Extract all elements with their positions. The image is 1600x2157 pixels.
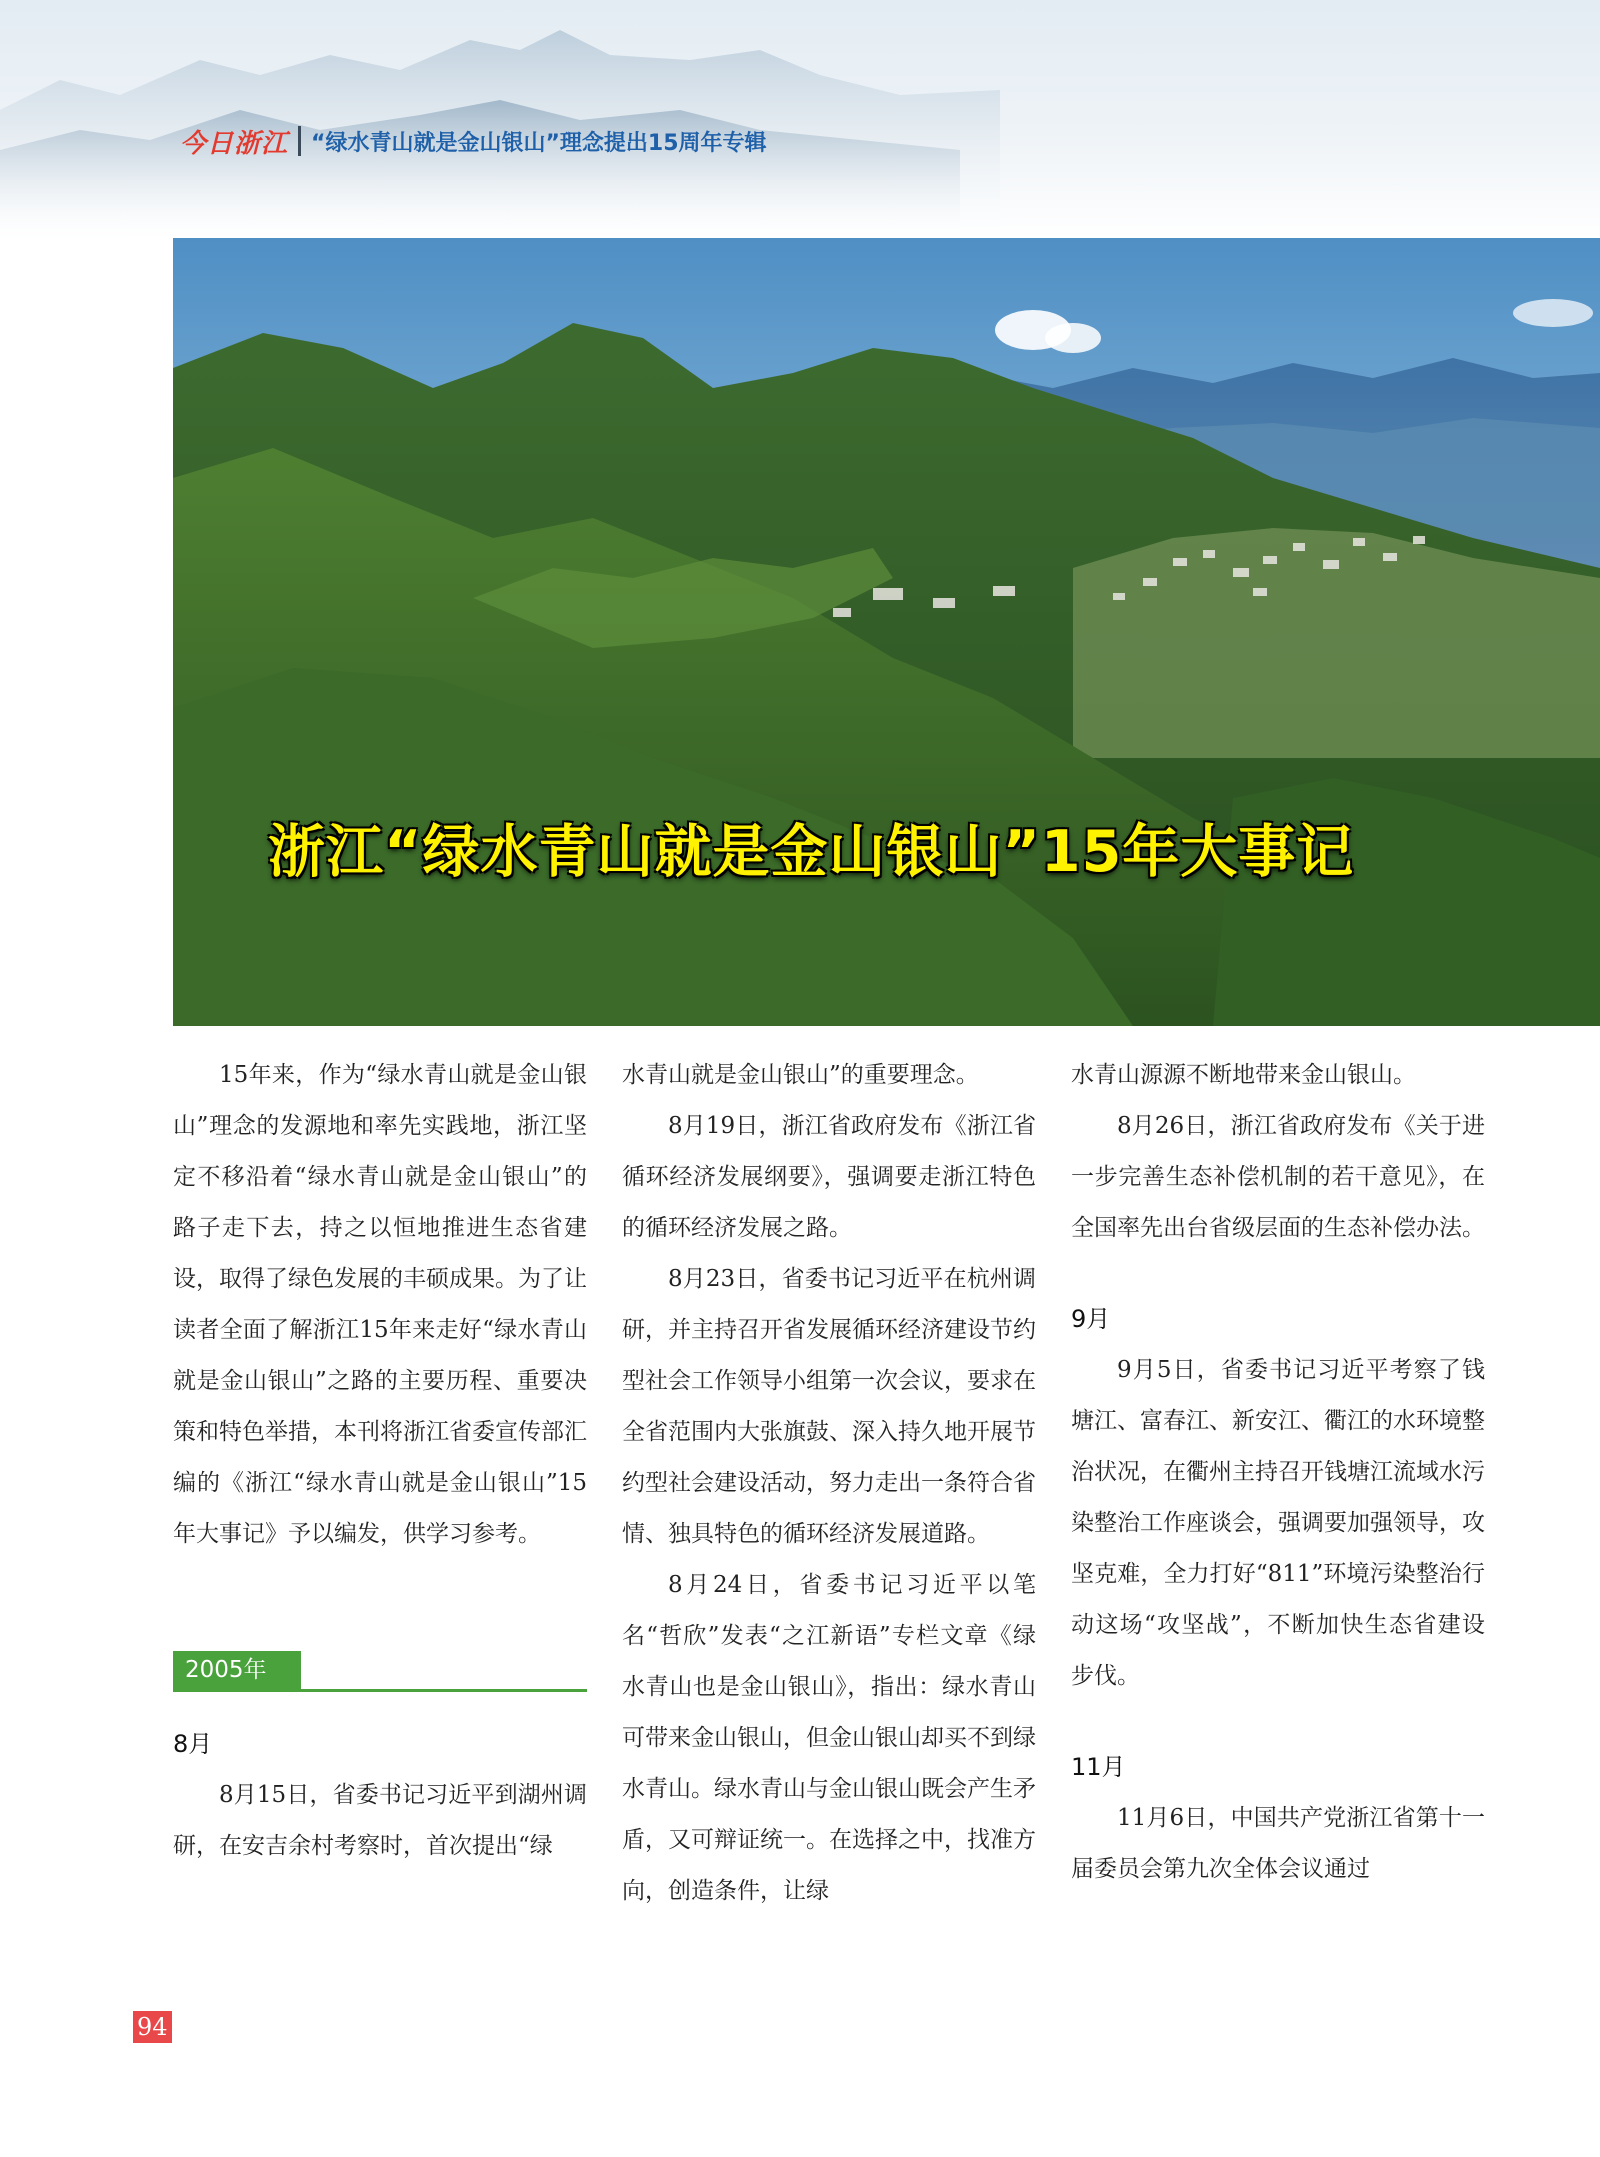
month-heading: 8月 [173,1730,213,1758]
event-paragraph: 9月5日，省委书记习近平考察了钱塘江、富春江、新安江、衢江的水环境整治状况，在衢州主持召开钱塘江流域水污染整治工作座谈会，强调要加强领导，攻坚克难，全力打好“811”环境污染整治行动这场“攻坚战”，不断加快生态省建设步伐。 [1071,1357,1485,1689]
event-paragraph: 8月26日，浙江省政府发布《关于进一步完善生态补偿机制的若干意见》，在全国率先出台省级层面的生态补偿办法。 [1071,1113,1485,1241]
header-band [0,0,1600,240]
year-label: 2005年 [173,1651,301,1689]
column-1 [173,1050,587,1872]
landscape-illustration [173,238,1600,1026]
event-paragraph: 11月6日，中国共产党浙江省第十一届委员会第九次全体会议通过 [1071,1805,1485,1882]
intro-paragraph: 15年来，作为“绿水青山就是金山银山”理念的发源地和率先实践地，浙江坚定不移沿着“绿水青山就是金山银山”的路子走下去，持之以恒地推进生态省建设，取得了绿色发展的丰硕成果。为了让读者全面了解浙江15年来走好“绿水青山就是金山银山”之路的主要历程、重要决策和特色举措，本刊将浙江省委宣传部汇编的《浙江“绿水青山就是金山银山”15年大事记》予以编发，供学习参考。 [173,1062,587,1547]
event-paragraph: 8月19日，浙江省政府发布《浙江省循环经济发展纲要》，强调要走浙江特色的循环经济发展之路。 [622,1113,1036,1241]
masthead-divider [298,126,301,156]
event-paragraph: 水青山源源不断地带来金山银山。 [1071,1062,1416,1088]
mountain-silhouette [0,0,1600,240]
event-paragraph: 水青山就是金山银山”的重要理念。 [622,1062,979,1088]
column-3 [1071,1050,1485,1895]
article-headline: 浙江“绿水青山就是金山银山”15年大事记 [268,819,1355,885]
year-heading [173,1651,587,1689]
magazine-logo: 今日浙江 [180,128,289,159]
column-2 [622,1050,1036,1917]
month-heading: 9月 [1071,1305,1111,1333]
page-number: 94 [133,2011,172,2043]
column-spacer [173,1560,587,1611]
series-title: “绿水青山就是金山银山”理念提出15周年专辑 [311,130,767,156]
event-paragraph: 8月15日，省委书记习近平到湖州调研，在安吉余村考察时，首次提出“绿 [173,1782,587,1859]
month-heading: 11月 [1071,1753,1126,1781]
hero-photo [173,238,1600,1026]
event-paragraph: 8月23日，省委书记习近平在杭州调研，并主持召开省发展循环经济建设节约型社会工作领导小组第一次会议，要求在全省范围内大张旗鼓、深入持久地开展节约型社会建设活动，努力走出一条符合省情、独具特色的循环经济发展道路。 [622,1266,1036,1547]
event-paragraph: 8月24日，省委书记习近平以笔名“哲欣”发表“之江新语”专栏文章《绿水青山也是金山银山》，指出：绿水青山可带来金山银山，但金山银山却买不到绿水青山。绿水青山与金山银山既会产生矛盾，又可辩证统一。在选择之中，找准方向，创造条件，让绿 [622,1572,1036,1904]
masthead [180,121,767,161]
year-rule [173,1689,587,1692]
